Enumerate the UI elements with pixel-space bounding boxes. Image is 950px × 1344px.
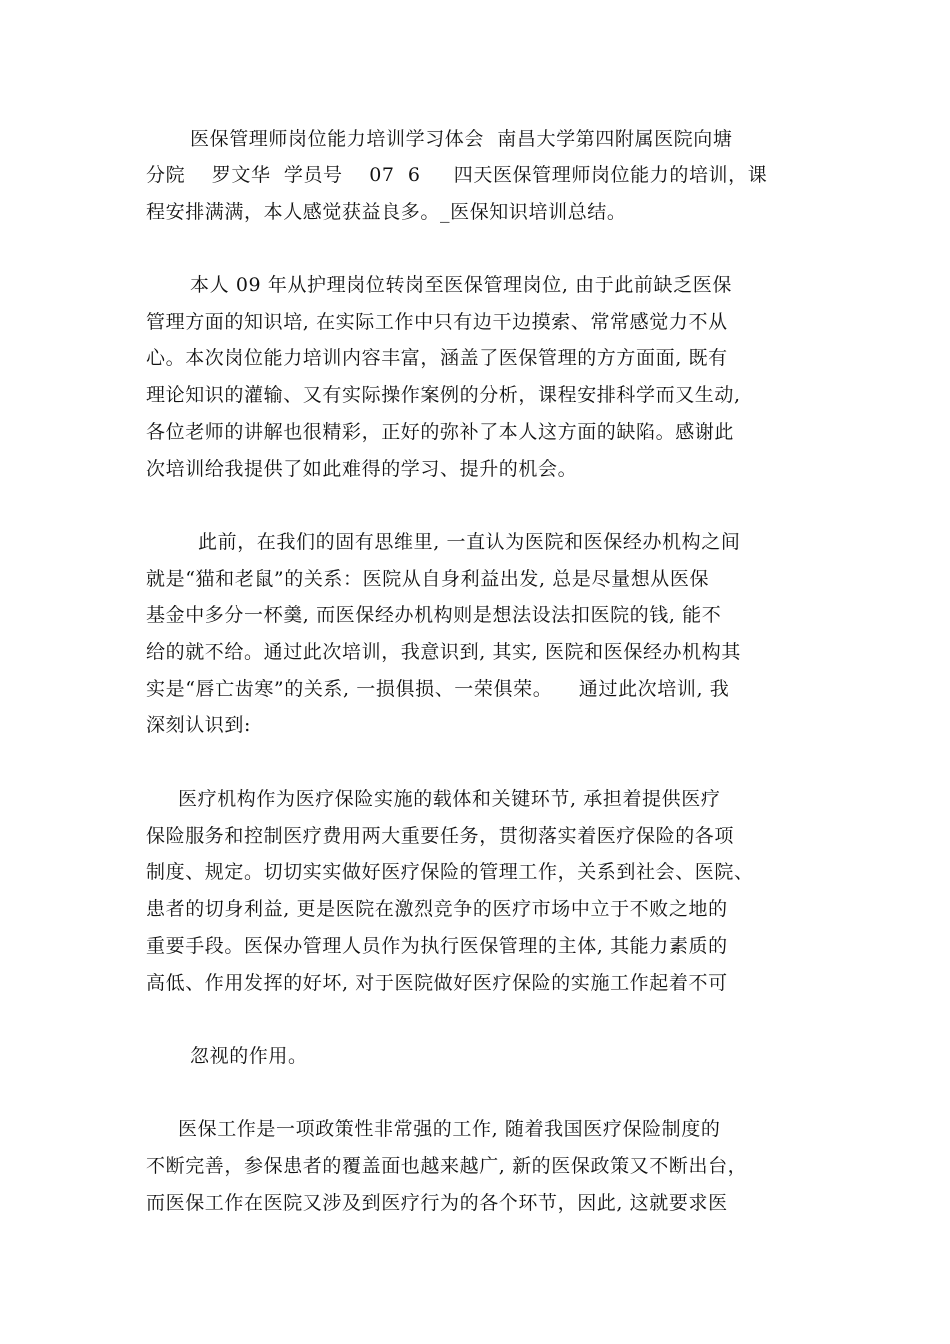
text-line: 医保管理师岗位能力培训学习体会 南昌大学第四附属医院向塘 [190,128,733,150]
text-line: 次培训给我提供了如此难得的学习、提升的机会。 [146,458,578,480]
text-line: 重要手段。医保办管理人员作为执行医保管理的主体, 其能力素质的 [146,935,728,957]
text-line: 本人 09 年从护理岗位转岗至医保管理岗位, 由于此前缺乏医保 [190,274,732,296]
text-line: 保险服务和控制医疗费用两大重要任务，贯彻落实着医疗保险的各项 [146,825,735,847]
text-line: 忽视的作用。 [190,1045,308,1067]
text-line: 基金中多分一杯羹, 而医保经办机构则是想法设法扣医院的钱, 能不 [146,604,722,626]
text-line: 管理方面的知识培, 在实际工作中只有边干边摸索、常常感觉力不从 [146,311,728,333]
text-line: 给的就不给。通过此次培训，我意识到, 其实, 医院和医保经办机构其 [146,641,741,663]
text-line: 深刻认识到: [146,714,252,736]
text-line: 不断完善，参保患者的覆盖面也越来越广, 新的医保政策又不断出台， [146,1155,748,1177]
text-line: 就是“猫和老鼠”的关系：医院从自身利益出发, 总是尽量想从医保 [146,568,710,590]
text-line: 制度、规定。切切实实做好医疗保险的管理工作，关系到社会、医院、 [146,861,754,883]
text-line: 医保工作是一项政策性非常强的工作, 随着我国医疗保险制度的 [178,1118,721,1140]
text-line: 心。本次岗位能力培训内容丰富，涵盖了医保管理的方方面面, 既有 [146,347,728,369]
text-line: 各位老师的讲解也很精彩，正好的弥补了本人这方面的缺陷。感谢此 [146,421,735,443]
text-line: 分院 罗文华 学员号 07 6 四天医保管理师岗位能力的培训，课 [146,164,768,186]
text-line: 患者的切身利益, 更是医院在激烈竞争的医疗市场中立于不败之地的 [146,898,728,920]
text-line: 理论知识的灌输、又有实际操作案例的分析，课程安排科学而又生动, [146,384,741,406]
text-line: 此前，在我们的固有思维里, 一直认为医院和医保经办机构之间 [198,531,741,553]
text-line: 而医保工作在医院又涉及到医疗行为的各个环节，因此, 这就要求医 [146,1192,728,1214]
text-line: 程安排满满，本人感觉获益良多。_医保知识培训总结。 [146,201,627,223]
text-line: 高低、作用发挥的好坏, 对于医院做好医疗保险的实施工作起着不可 [146,972,728,994]
text-line: 医疗机构作为医疗保险实施的载体和关键环节, 承担着提供医疗 [178,788,721,810]
text-line: 实是“唇亡齿寒”的关系, 一损俱损、一荣俱荣。 通过此次培训, 我 [146,678,730,700]
